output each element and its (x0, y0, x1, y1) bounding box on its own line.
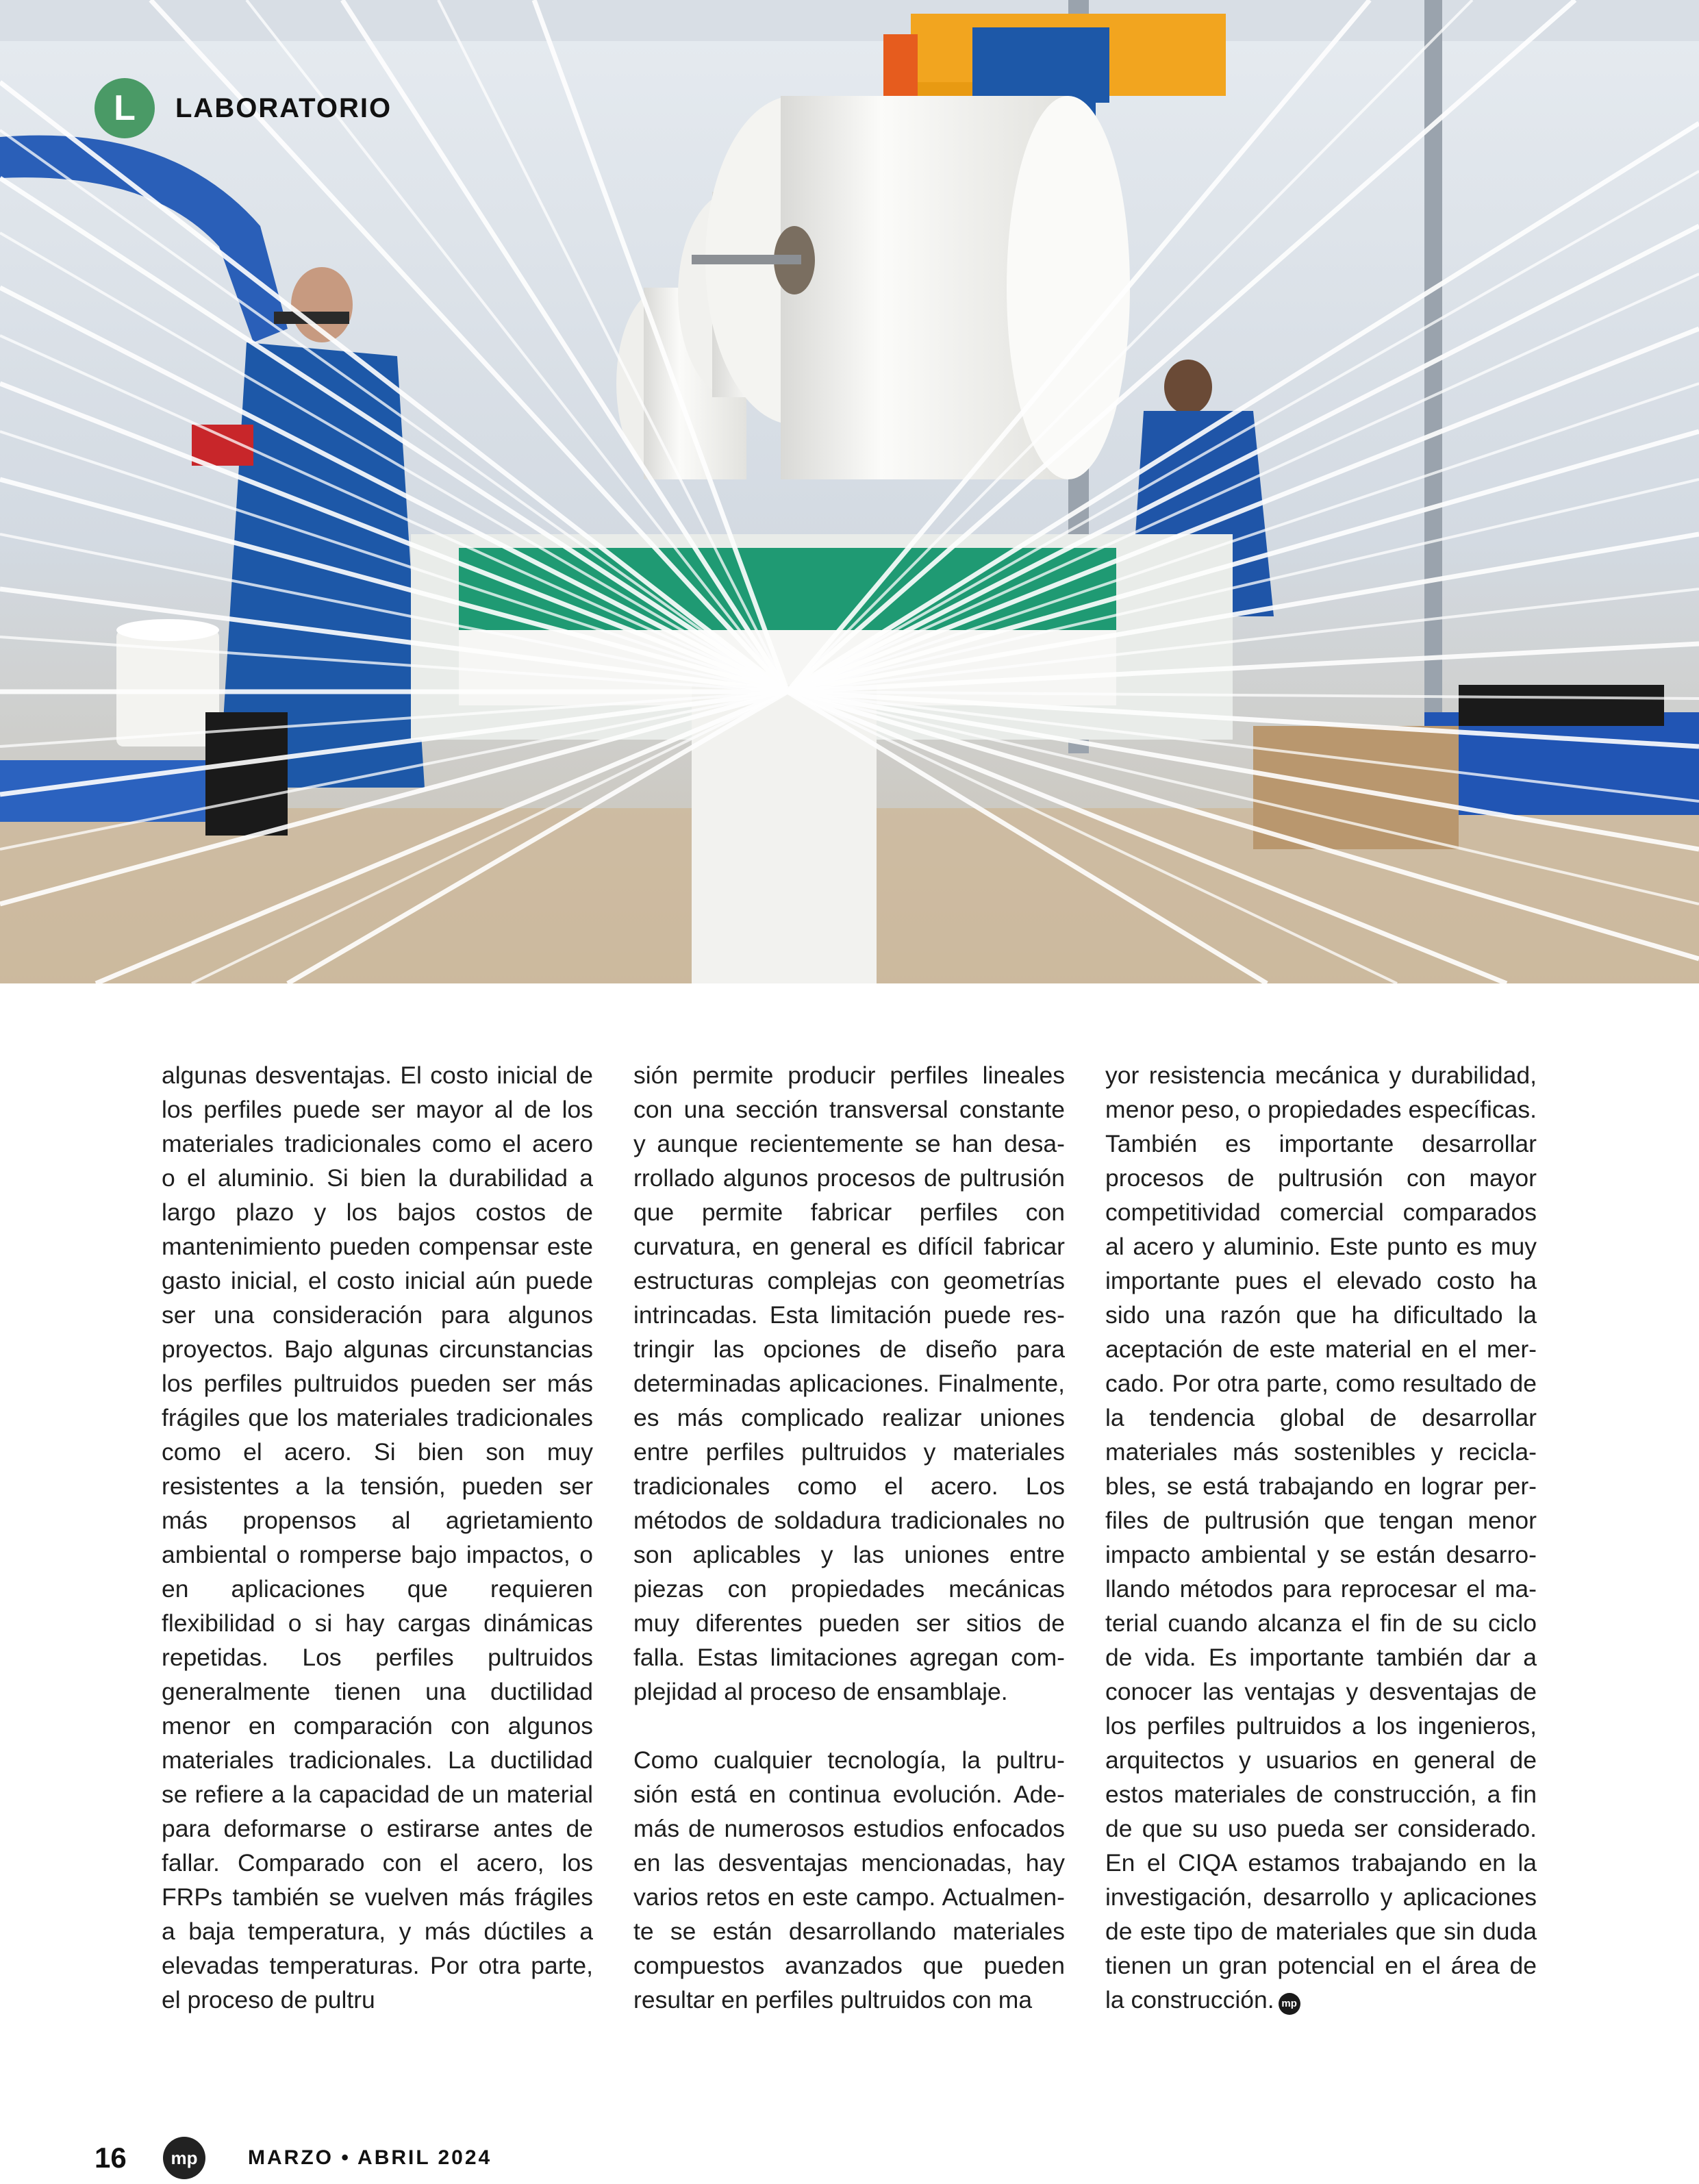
section-badge: L (95, 78, 155, 138)
magazine-logo-icon: mp (163, 2137, 205, 2179)
paragraph: algunas desventajas. El costo inicial de los perfiles puede ser mayor al de los materiales tradicionales como el acero o el aluminio. Si bien la durabilidad a largo plazo y los bajos costos de mantenimiento pueden compensar este gasto inicial, el costo inicial aún puede ser una consideración para algunos proyectos. Bajo algunas circunstancias los perfiles pultruidos pueden ser más frágiles que los materiales tradicionales como el acero. Si bien son muy resistentes a la tensión, pueden ser más propensos al agrietamiento ambiental o romperse bajo impactos, o en aplicaciones que requieren flexibilidad o si hay cargas dinámicas repetidas. Los perfiles pultruidos generalmente tienen una ductilidad menor en comparación con algunos materiales tradicionales. La ductilidad se refiere a la capacidad de un material para deformarse o estirarse antes de fallar. Comparado con el acero, los FRPs también se vuelven más frágiles a baja temperatura, y más dúctiles a elevadas temperaturas. Por otra parte, el proceso de pultru (162, 1062, 593, 2013)
paragraph: Como cualquier tecnología, la pultrusión está en continua evolución. Además de numerosos estudios enfocados en las desventajas mencionadas, hay varios retos en este campo. Actualmente se están desarrollando materiales compuestos avanzados que pueden resultar en perfiles pultruidos con ma (633, 1746, 1065, 2013)
page-number: 16 (95, 2142, 127, 2174)
text-column-2 (633, 1058, 1065, 2017)
hero-photo (0, 0, 1699, 983)
text-column-3 (1105, 1058, 1537, 2017)
paragraph-final (1105, 1058, 1537, 2017)
section-title: LABORATORIO (175, 92, 392, 123)
pultrusion-factory-photo (0, 0, 1699, 983)
paragraph-text: yor resistencia mecánica y durabilidad, menor peso, o propiedades específicas. También es importante desarrollar procesos de pultrusión con mayor competitividad comercial comparados al acero y aluminio. Este punto es muy importante pues el elevado costo ha sido una razón que ha dificultado la aceptación de este material en el mercado. Por otra parte, como resultado de la tendencia global de desarrollar materiales más sostenibles y reciclables, se está trabajando en lograr perfiles de pultrusión que tengan menor impacto ambiental y se están desarrollando métodos para reprocesar el material cuando alcanza el fin de su ciclo de vida. Es importante también dar a conocer las ventajas y desventajas de los perfiles pultruidos a los ingenieros, arquitectos y usuarios en general de estos materiales de construcción, a fin de que su uso pueda ser considerado. En el CIQA estamos trabajando en la investigación, desarrollo y aplicaciones de este tipo de materiales que sin duda tienen un gran potencial en el área de la construcción. (1105, 1062, 1537, 2013)
issue-date: MARZO • ABRIL 2024 (248, 2146, 492, 2169)
end-mark-icon: mp (1279, 1993, 1300, 2015)
page-footer (95, 2137, 492, 2179)
text-column-1 (162, 1058, 593, 2017)
paragraph: sión permite producir perfiles lineales con una sección transversal constante y aunque recientemente se han desarrollado algunos procesos de pultrusión que permite fabricar perfiles con curvatura, en general es difícil fabricar estructuras complejas con geometrías intrincadas. Esta limitación puede restringir las opciones de diseño para determinadas aplicaciones. Finalmente, es más complicado realizar uniones entre perfiles pultruidos y materiales tradicionales como el acero. Los métodos de soldadura tradicionales no son aplicables y las uniones entre piezas con propiedades mecánicas muy diferentes pueden ser sitios de falla. Estas limitaciones agregan complejidad al proceso de ensamblaje. (633, 1062, 1065, 1705)
section-tag (95, 78, 392, 138)
